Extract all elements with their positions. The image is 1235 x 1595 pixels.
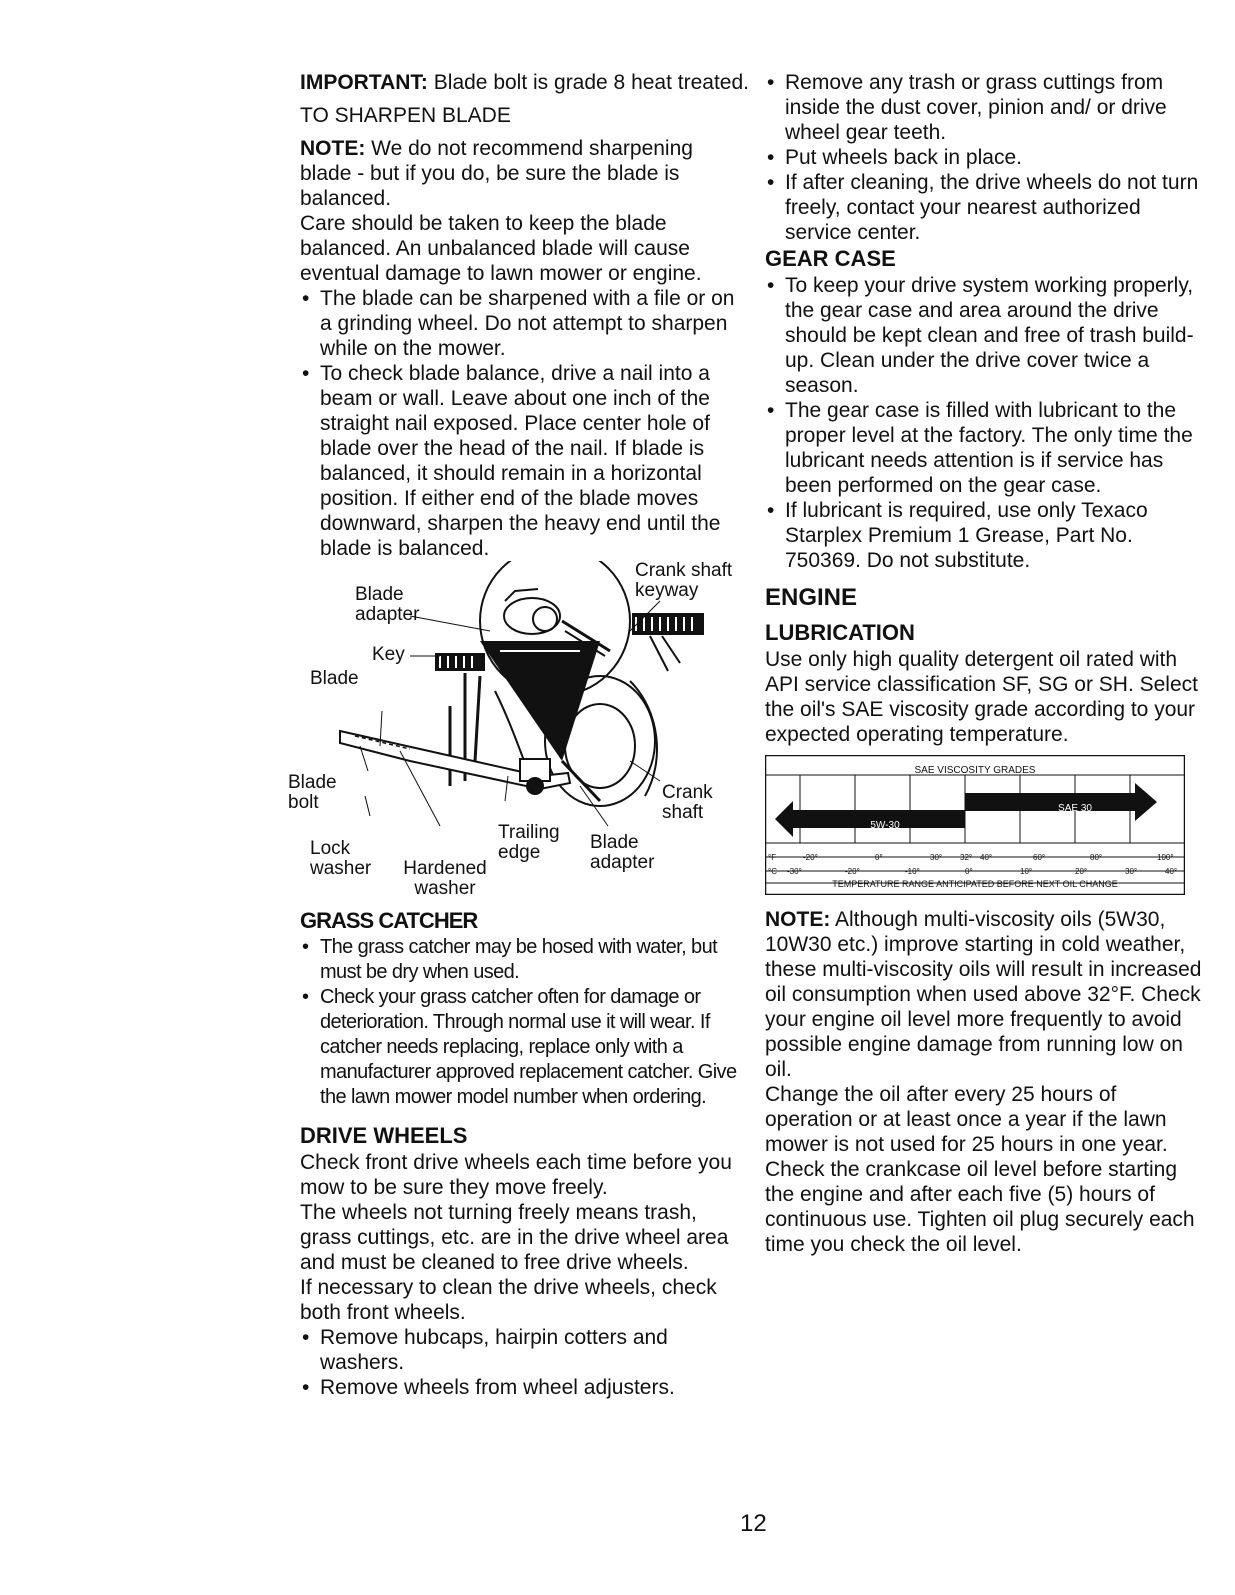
label-trailing-edge: Trailing edge — [498, 822, 560, 863]
label-key: Key — [372, 644, 405, 665]
f-tick: 32° — [960, 853, 973, 862]
note-text: We do not recommend sharpening blade - but if you do, be sure the blade is balanced. — [300, 137, 693, 210]
list-item: • Remove wheels from wheel adjusters. — [300, 1375, 750, 1400]
c-tick: -10° — [905, 867, 920, 876]
f-tick: 40° — [980, 853, 993, 862]
label-blade-adapter-bottom: Blade adapter — [590, 832, 655, 873]
grass-catcher-bullets — [300, 935, 750, 1110]
lubrication-heading: LUBRICATION — [765, 620, 915, 645]
label-blade-adapter-top: Blade adapter — [355, 584, 420, 625]
c-tick: 0° — [965, 867, 973, 876]
drive-paragraph-2: The wheels not turning freely means trash, grass cuttings, etc. are in the drive wheel area and must be cleaned to free drive wheels. — [300, 1201, 729, 1274]
list-item: • Remove hubcaps, hairpin cotters and washers. — [300, 1325, 750, 1375]
fahrenheit-unit: °F — [768, 853, 777, 862]
note-label: NOTE: — [765, 908, 831, 931]
right-column — [765, 70, 1205, 1257]
f-tick: 60° — [1033, 853, 1046, 862]
list-item: • Check your grass catcher often for damage or deterioration. Through normal use it will wear. If catcher needs replacing, replace only with a manufacturer approved replacement catcher. Give the lawn mower model number when ordering. — [300, 985, 750, 1110]
list-item: • If lubricant is required, use only Texaco Starplex Premium 1 Grease, Part No. 750369. Do not substitute. — [765, 498, 1205, 573]
change-oil-paragraph: Change the oil after every 25 hours of operation or at least once a year if the lawn mower is not used for 25 hours in one year. — [765, 1083, 1168, 1156]
important-text: Blade bolt is grade 8 heat treated. — [427, 71, 749, 94]
list-item: • To check blade balance, drive a nail into a beam or wall. Leave about one inch of the straight nail exposed. Place center hole of blade over the head of the nail. If blade is balanced, it should remain in a horizontal position. If either end of the blade moves downward, sharpen the heavy end until the blade is balanced. — [300, 361, 750, 561]
label-crank-shaft-keyway: Crank shaft keyway — [635, 560, 733, 601]
care-paragraph: Care should be taken to keep the blade balanced. An unbalanced blade will cause eventual damage to lawn mower or engine. — [300, 212, 702, 285]
sae-chart-title: SAE VISCOSITY GRADES — [914, 765, 1036, 776]
sharpen-heading: TO SHARPEN BLADE — [300, 104, 511, 127]
c-tick: 40° — [1165, 867, 1178, 876]
list-item: • The gear case is filled with lubricant to the proper level at the factory. The only time the lubricant needs attention is if service has been performed on the gear case. — [765, 398, 1205, 498]
list-item: • Remove any trash or grass cuttings from inside the dust cover, pinion and/ or drive wheel gear teeth. — [765, 70, 1205, 145]
drive-bullets — [300, 1325, 750, 1400]
drive-paragraph-1: Check front drive wheels each time before you mow to be sure they move freely. — [300, 1151, 732, 1199]
gear-case-heading: GEAR CASE — [765, 246, 896, 271]
gear-case-bullets — [765, 273, 1205, 573]
list-item: • The blade can be sharpened with a file or on a grinding wheel. Do not attempt to sharpen while on the mower. — [300, 286, 750, 361]
sharpen-bullets — [300, 286, 750, 561]
c-tick: 30° — [1125, 867, 1138, 876]
list-item: • To keep your drive system working properly, the gear case and area around the drive should be kept clean and free of trash build-up. Clean under the drive cover twice a season. — [765, 273, 1205, 398]
sw30-label: 5W-30 — [870, 820, 900, 831]
sae-viscosity-chart — [765, 755, 1185, 895]
label-lock-washer: Lock washer — [310, 838, 372, 879]
grass-catcher-heading: GRASS CATCHER — [300, 908, 478, 933]
blade-assembly-diagram — [288, 560, 760, 899]
sharpen-note — [300, 136, 750, 211]
label-crank-shaft: Crank shaft — [662, 782, 713, 823]
lubrication-paragraph: Use only high quality detergent oil rated with API service classification SF, SG or SH. Select the oil's SAE viscosity grade according to your expected operating temperature. — [765, 648, 1198, 746]
drive-paragraph-3: If necessary to clean the drive wheels, check both front wheels. — [300, 1276, 717, 1324]
sae-chart-footer: TEMPERATURE RANGE ANTICIPATED BEFORE NEXT OIL CHANGE — [832, 879, 1118, 889]
engine-heading: ENGINE — [765, 584, 858, 611]
important-label: IMPORTANT: — [300, 71, 428, 94]
f-tick: 80° — [1090, 853, 1103, 862]
label-blade-bolt: Blade bolt — [288, 772, 337, 813]
list-item: • Put wheels back in place. — [765, 145, 1205, 170]
note-text: Although multi-viscosity oils (5W30, 10W30 etc.) improve starting in cold weather, these multi-viscosity oils will result in increased oil consumption when used above 32°F. Check your engine oil level more frequently to avoid possible engine damage from running low on oil. — [765, 908, 1202, 1081]
check-oil-paragraph: Check the crankcase oil level before starting the engine and after each five (5) hours of continuous use. Tighten oil plug securely each time you check the oil level. — [765, 1158, 1195, 1256]
left-column — [288, 70, 750, 1400]
f-tick: 100° — [1157, 853, 1174, 862]
c-tick: 20° — [1075, 867, 1088, 876]
list-item: • The grass catcher may be hosed with water, but must be dry when used. — [300, 935, 750, 985]
drive-wheels-heading: DRIVE WHEELS — [300, 1123, 468, 1148]
c-tick: -20° — [845, 867, 860, 876]
oil-note — [765, 907, 1205, 1082]
page-number: 12 — [740, 1510, 767, 1537]
f-tick: 0° — [875, 853, 883, 862]
list-item: • If after cleaning, the drive wheels do not turn freely, contact your nearest authorized service center. — [765, 170, 1205, 245]
label-blade: Blade — [310, 668, 359, 689]
note-label: NOTE: — [300, 137, 366, 160]
cleaning-bullets — [765, 70, 1205, 245]
c-tick: -30° — [787, 867, 802, 876]
important-note — [300, 70, 750, 95]
f-tick: -20° — [803, 853, 818, 862]
sae30-label: SAE 30 — [1058, 803, 1092, 814]
label-hardened-washer: Hardened washer — [403, 858, 487, 899]
c-tick: 10° — [1020, 867, 1033, 876]
f-tick: 30° — [930, 853, 943, 862]
celsius-unit: °C — [768, 867, 777, 876]
